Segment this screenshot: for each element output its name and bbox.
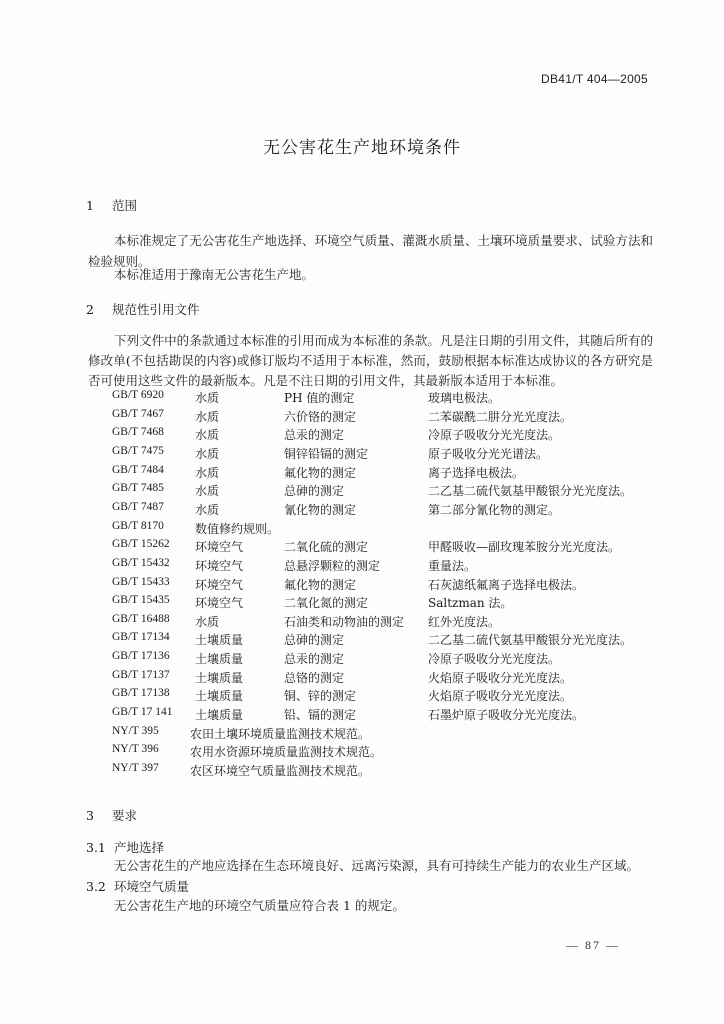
reference-method: 重量法。: [428, 558, 477, 573]
reference-method: 原子吸收分光光谱法。: [428, 446, 549, 461]
reference-method: 冷原子吸收分光光度法。: [428, 428, 561, 443]
reference-category: 土壤质量: [195, 689, 244, 704]
reference-item: 铅、镉的测定: [284, 708, 357, 723]
reference-code: GB/T 7487: [112, 500, 164, 513]
reference-row: [0, 520, 724, 539]
reference-title: 农用水资源环境质量监测技术规范。: [190, 745, 383, 760]
reference-category: 土壤质量: [195, 652, 244, 667]
reference-item: 二氧化硫的测定: [284, 540, 369, 555]
reference-item: 氟化物的测定: [284, 577, 357, 592]
reference-code: GB/T 7484: [112, 463, 164, 476]
reference-category: 环境空气: [195, 540, 244, 555]
reference-method: 甲醛吸收—副玫瑰苯胺分光光度法。: [428, 540, 621, 555]
reference-code: GB/T 15435: [112, 594, 170, 607]
reference-row: [0, 631, 724, 650]
reference-code: GB/T 7485: [112, 482, 164, 495]
reference-method: 二苯碳酰二肼分光光度法。: [428, 409, 573, 424]
reference-category: 水质: [195, 409, 220, 424]
reference-item: 总砷的测定: [284, 484, 345, 499]
reference-method: 玻璃电极法。: [428, 391, 501, 405]
reference-code: GB/T 17 141: [112, 706, 173, 719]
reference-row: [0, 557, 724, 576]
reference-row: [0, 501, 724, 520]
reference-code: GB/T 17138: [112, 687, 170, 700]
subsection-3-1-text: 无公害花生的产地应选择在生态环境良好、远离污染源，具有可持续生产能力的农业生产区域。: [114, 858, 640, 873]
reference-row: [0, 482, 724, 501]
reference-row: [0, 576, 724, 595]
reference-item: 石油类和动物油的测定: [284, 614, 405, 629]
reference-category: 土壤质量: [195, 633, 244, 648]
reference-category: 土壤质量: [195, 670, 244, 685]
reference-method: 石灰滤纸氟离子选择电极法。: [428, 577, 585, 592]
reference-item: 总砷的测定: [284, 633, 345, 648]
reference-item: 二氧化氮的测定: [284, 596, 369, 611]
reference-row: [0, 389, 724, 408]
section-3-heading: [86, 806, 137, 824]
reference-category: 环境空气: [195, 558, 244, 573]
reference-row: [0, 650, 724, 669]
section-title: 范围: [112, 198, 138, 213]
reference-category: 环境空气: [195, 596, 244, 611]
reference-row: [0, 743, 724, 762]
reference-method: 石墨炉原子吸收分光光度法。: [428, 708, 585, 723]
reference-code: NY/T 395: [112, 724, 159, 737]
section-number: 1: [86, 198, 94, 213]
reference-method: 离子选择电极法。: [428, 465, 525, 480]
reference-row: [0, 706, 724, 725]
section-title: 要求: [112, 808, 138, 823]
reference-item: 总汞的测定: [284, 652, 345, 667]
reference-row: [0, 426, 724, 445]
reference-code: NY/T 397: [112, 762, 159, 774]
reference-method: 第二部分氰化物的测定。: [428, 502, 561, 517]
reference-category: 水质: [195, 391, 220, 405]
reference-category: 水质: [195, 446, 220, 461]
subsection-title: 产地选择: [114, 840, 165, 855]
reference-row: [0, 594, 724, 613]
reference-code: GB/T 6920: [112, 389, 164, 401]
section-1-paragraph-1: 本标准规定了无公害花生产地选择、环境空气质量、灌溉水质量、土壤环境质量要求、试验方法和检验规则。: [88, 233, 653, 269]
reference-category: 水质: [195, 614, 220, 629]
reference-code: GB/T 17134: [112, 631, 170, 644]
reference-row: [0, 687, 724, 706]
section-2-intro: 下列文件中的条款通过本标准的引用而成为本标准的条款。凡是注日期的引用文件，其随后所有的修改单(不包括勘误的内容)或修订版均不适用于本标准，然而，鼓励根据本标准达成协议的各方研究是否可使用这些文件的最新版本。凡是不注日期的引用文件，其最新版本适用于本标准。: [88, 333, 653, 388]
reference-item: 铜锌铅镉的测定: [284, 446, 369, 461]
section-1-paragraph-2: 本标准适用于豫南无公害花生产地。: [114, 267, 315, 282]
reference-method: 火焰原子吸收分光光度法。: [428, 670, 573, 685]
reference-item: 氟化物的测定: [284, 465, 357, 480]
reference-code: GB/T 8170: [112, 519, 164, 532]
section-title: 规范性引用文件: [112, 302, 200, 317]
reference-code: GB/T 15432: [112, 556, 170, 569]
reference-method: Saltzman 法。: [428, 596, 513, 611]
document-code: DB41/T 404—2005: [540, 72, 648, 86]
subsection-title: 环境空气质量: [114, 879, 190, 894]
reference-item: 铜、锌的测定: [284, 689, 357, 704]
reference-code: GB/T 7468: [112, 426, 164, 439]
page-number: — 87 —: [566, 938, 620, 952]
section-number: 3: [86, 808, 94, 823]
reference-code: GB/T 15262: [112, 538, 170, 551]
reference-item: 总铬的测定: [284, 670, 345, 685]
subsection-number: 3.1: [86, 840, 106, 855]
reference-method: 红外光度法。: [428, 614, 501, 629]
reference-method: 二乙基二硫代氨基甲酸银分光光度法。: [428, 633, 633, 648]
subsection-number: 3.2: [86, 879, 106, 894]
reference-code: NY/T 396: [112, 743, 159, 756]
reference-code: GB/T 7467: [112, 407, 164, 420]
reference-method: 冷原子吸收分光光度法。: [428, 652, 561, 667]
reference-code: GB/T 7475: [112, 444, 164, 457]
reference-code: GB/T 16488: [112, 612, 170, 625]
section-number: 2: [86, 302, 94, 317]
subsection-3-2-heading: [86, 877, 189, 895]
subsection-3-2-text: 无公害花生产地的环境空气质量应符合表 1 的规定。: [114, 898, 405, 913]
reference-category: 水质: [195, 428, 220, 443]
reference-row: [0, 725, 724, 744]
reference-method: 二乙基二硫代氨基甲酸银分光光度法。: [428, 484, 633, 499]
reference-code: GB/T 17136: [112, 650, 170, 663]
reference-row: [0, 669, 724, 688]
reference-method: 火焰原子吸收分光光度法。: [428, 689, 573, 704]
reference-category: 环境空气: [195, 577, 244, 592]
reference-title: 农田土壤环境质量监测技术规范。: [190, 726, 371, 741]
reference-row: [0, 464, 724, 483]
reference-category: 水质: [195, 484, 220, 499]
page-title: 无公害花生产地环境条件: [263, 138, 461, 158]
subsection-3-1-heading: [86, 838, 164, 856]
reference-row: [0, 538, 724, 557]
reference-row: [0, 762, 724, 781]
reference-row: [0, 408, 724, 427]
reference-title: 农区环境空气质量监测技术规范。: [190, 764, 371, 778]
reference-item: 总汞的测定: [284, 428, 345, 443]
reference-title: 数值修约规则。: [195, 521, 280, 536]
reference-category: 水质: [195, 502, 220, 517]
reference-item: PH 值的测定: [284, 391, 355, 405]
reference-code: GB/T 17137: [112, 668, 170, 681]
reference-item: 六价铬的测定: [284, 409, 357, 424]
reference-item: 氰化物的测定: [284, 502, 357, 517]
reference-row: [0, 445, 724, 464]
reference-category: 水质: [195, 465, 220, 480]
reference-item: 总悬浮颗粒的测定: [284, 558, 381, 573]
reference-row: [0, 613, 724, 632]
reference-code: GB/T 15433: [112, 575, 170, 588]
reference-category: 土壤质量: [195, 708, 244, 723]
